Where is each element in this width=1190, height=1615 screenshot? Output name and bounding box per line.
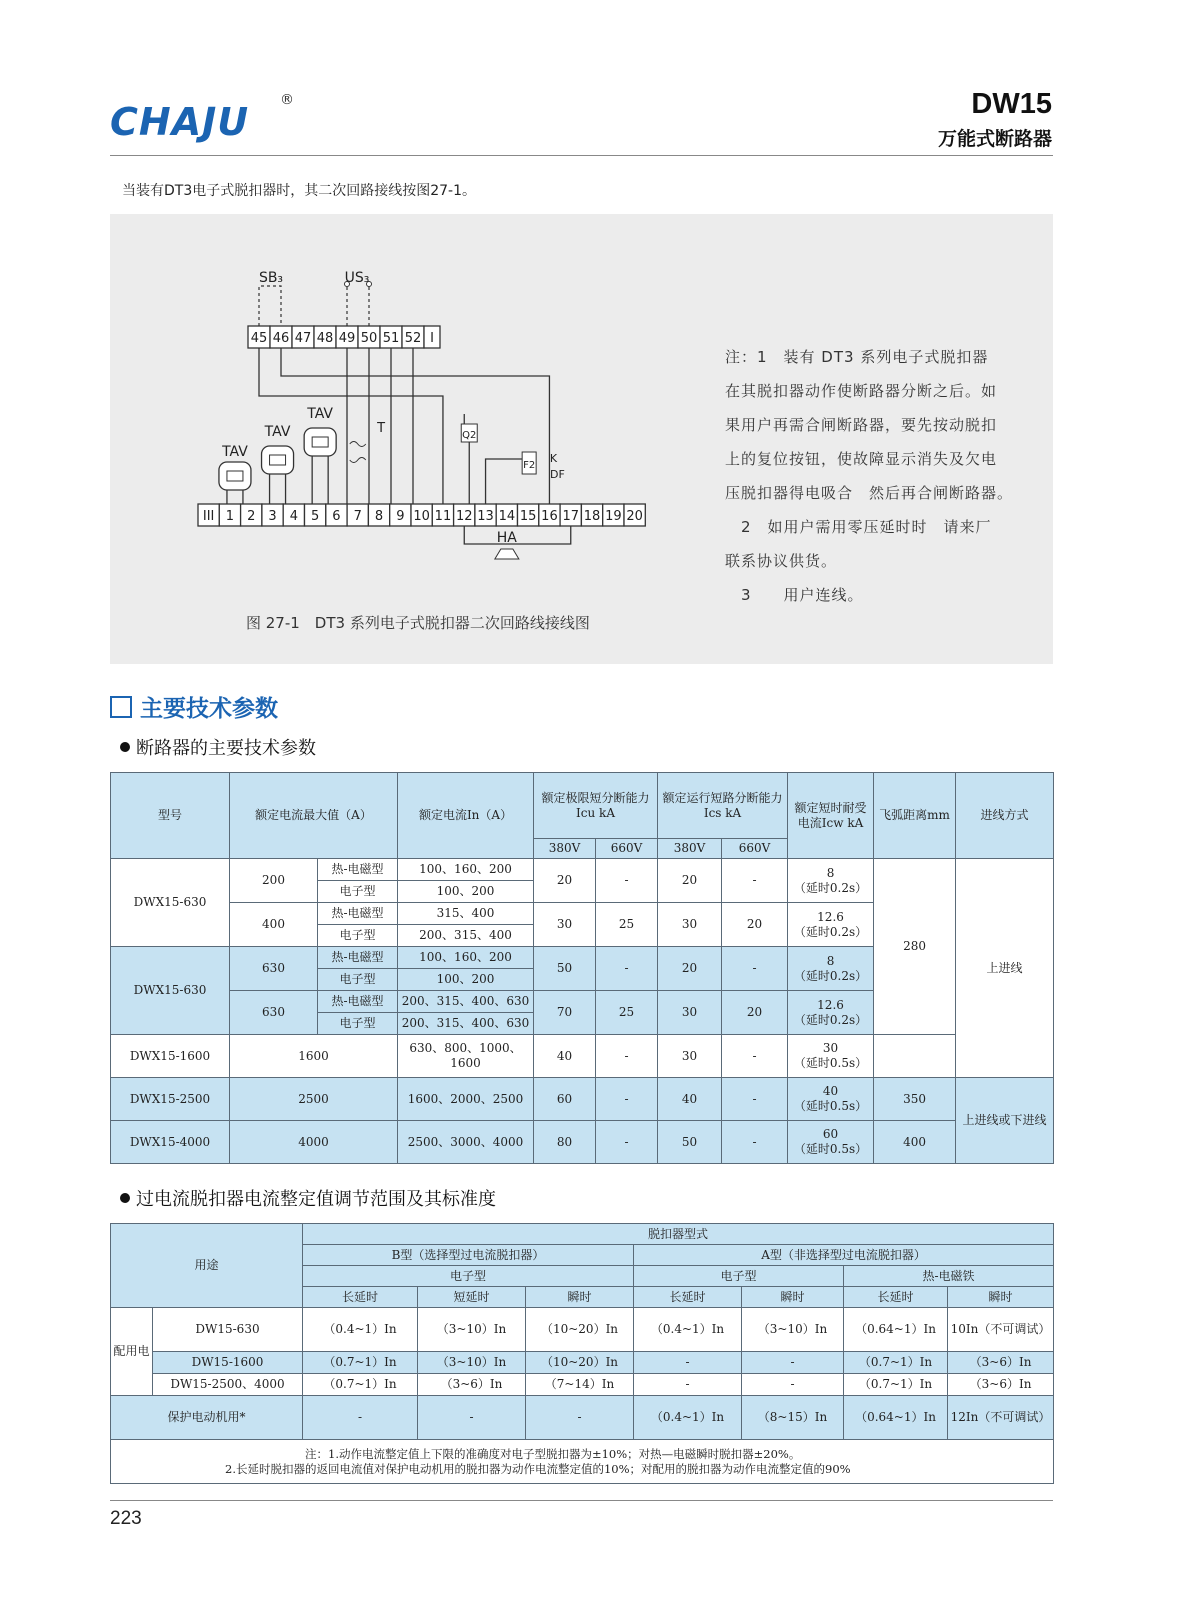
table-cell-model: DWX15-1600 [111, 1035, 230, 1078]
terminal-label: 7 [353, 509, 362, 524]
terminal-label: 10 [413, 509, 430, 524]
logo-text: CHAJU [110, 100, 250, 144]
table-cell: （10~20）In [526, 1352, 634, 1374]
hdr-long-delay: 长延时 [634, 1287, 742, 1308]
icw-delay: （延时0.5s） [793, 1142, 868, 1156]
table-cell-icu660: - [596, 947, 658, 991]
user-wire [259, 286, 281, 326]
terminal-label: 49 [338, 331, 356, 346]
wire [464, 526, 571, 544]
table-cell-model: DWX15-630 [111, 947, 230, 1035]
terminal-label: 6 [332, 509, 341, 524]
table-cell-in: 100、160、200 [398, 947, 534, 969]
table-cell-icw [788, 1078, 874, 1121]
table-cell: - [303, 1396, 418, 1440]
hdr-a-electronic: 电子型 [634, 1266, 844, 1287]
intro-text: 当装有DT3电子式脱扣器时，其二次回路接线按图27-1。 [122, 183, 477, 199]
table-cell-in: 200、315、400、630 [398, 1013, 534, 1035]
row-group-distribution: 配用电 [111, 1308, 153, 1396]
diagram-note-line: 3 用户连线。 [725, 586, 864, 604]
logo-registered-mark: ® [280, 92, 294, 108]
table-cell: （0.4~1）In [634, 1308, 742, 1352]
table-cell: - [742, 1352, 844, 1374]
icw-delay: （延时0.5s） [793, 1056, 868, 1070]
model-title: DW15 [971, 88, 1052, 120]
terminal-label: 8 [374, 509, 384, 524]
table-cell-type: 热-电磁型 [318, 947, 398, 969]
diagram-note-line: 在其脱扣器动作使断路器分断之后。如 [725, 382, 998, 400]
table1-title [120, 734, 316, 760]
hdr-a-thermal: 热-电磁铁 [844, 1266, 1054, 1287]
table-cell: （0.7~1）In [844, 1374, 948, 1396]
table-cell-icw [788, 947, 874, 991]
table-cell: （10~20）In [526, 1308, 634, 1352]
table-cell-model: DWX15-4000 [111, 1121, 230, 1164]
section-title-text: 主要技术参数 [140, 696, 278, 722]
table-cell-icw [788, 1035, 874, 1078]
label-k: K [549, 452, 558, 465]
hdr-ics-380: 380V [658, 839, 722, 859]
terminal-label: 18 [583, 509, 601, 524]
terminal-label: 11 [434, 509, 452, 524]
table-cell: - [742, 1374, 844, 1396]
terminal-label: I [430, 331, 434, 346]
table-cell-icu380: 60 [534, 1078, 596, 1121]
label-tav: TAV [264, 424, 291, 440]
table-cell-in: 100、200 [398, 969, 534, 991]
trip-setting-table [110, 1223, 1054, 1484]
label-f2: F2 [523, 460, 536, 471]
table-cell-ics380: 40 [658, 1078, 722, 1121]
footer-divider [110, 1500, 1053, 1501]
table-cell-type: 热-电磁型 [318, 991, 398, 1013]
icw-value: 12.6 [817, 997, 844, 1012]
hdr-long-delay: 长延时 [303, 1287, 418, 1308]
table-cell-ics660: - [722, 1078, 788, 1121]
table-cell-in: 100、160、200 [398, 859, 534, 881]
icw-delay: （延时0.2s） [793, 1012, 868, 1027]
table-cell-icu380: 80 [534, 1121, 596, 1164]
table-cell: （0.7~1）In [303, 1374, 418, 1396]
table-cell: （3~10）In [418, 1308, 526, 1352]
terminal-label: 48 [316, 331, 334, 346]
table-cell-in: 2500、3000、4000 [398, 1121, 534, 1164]
table-cell: （0.7~1）In [303, 1352, 418, 1374]
table-cell-arc: 350 [874, 1078, 956, 1121]
hdr-arc: 飞弧距离mm [874, 773, 956, 859]
icw-value: 8 [826, 865, 835, 880]
label-q2: Q2 [462, 430, 477, 441]
table-cell-icu660: - [596, 1121, 658, 1164]
table-cell-icu380: 50 [534, 947, 596, 991]
table-cell-type: 电子型 [318, 925, 398, 947]
table-cell: （3~6）In [948, 1352, 1054, 1374]
hdr-trip-type: 脱扣器型式 [303, 1224, 1054, 1245]
terminal-label: 17 [562, 509, 580, 524]
hdr-icu-660: 660V [596, 839, 658, 859]
table-cell: （3~10）In [742, 1308, 844, 1352]
table-cell-max: 1600 [230, 1035, 398, 1078]
tav-core [227, 471, 243, 481]
label-ha: HA [496, 530, 517, 546]
table-cell: （0.64~1）In [844, 1308, 948, 1352]
table-cell-max: 630 [230, 991, 318, 1035]
terminal-label: 4 [289, 509, 298, 524]
terminal-label: 16 [541, 509, 558, 524]
hdr-b-type: B型（选择型过电流脱扣器） [303, 1245, 634, 1266]
icw-value: 40 [822, 1084, 839, 1098]
table-cell: （0.7~1）In [844, 1352, 948, 1374]
table-cell-ics660: - [722, 1121, 788, 1164]
label-df: DF [550, 468, 565, 481]
terminal-label: 46 [272, 331, 290, 346]
table-cell-icu660: - [596, 1035, 658, 1078]
table-cell-icu380: 70 [534, 991, 596, 1035]
table-cell-max: 4000 [230, 1121, 398, 1164]
table-cell-model: DWX15-2500 [111, 1078, 230, 1121]
breaker-spec-table [110, 772, 1054, 1164]
brand-logo [110, 88, 310, 154]
terminal-label: 9 [396, 509, 405, 524]
terminal-label: 3 [268, 509, 277, 524]
hdr-long-delay: 长延时 [844, 1287, 948, 1308]
hdr-instant: 瞬时 [742, 1287, 844, 1308]
table-cell-model: DW15-1600 [153, 1352, 303, 1374]
hdr-instant: 瞬时 [526, 1287, 634, 1308]
table-cell: （0.64~1）In [844, 1396, 948, 1440]
hdr-icw: 额定短时耐受电流Icw kA [788, 773, 874, 859]
table-cell: 12In（不可调试） [948, 1396, 1054, 1440]
table1-title-text: 断路器的主要技术参数 [136, 738, 316, 759]
hdr-usage: 用途 [111, 1224, 303, 1308]
diagram-note-line: 压脱扣器得电吸合 然后再合闸断路器。 [725, 484, 1014, 502]
tav-core [312, 437, 328, 447]
product-title: 万能式断路器 [937, 128, 1052, 150]
table-cell: - [418, 1396, 526, 1440]
table-cell-ics660: 20 [722, 991, 788, 1035]
table-cell-icu660: 25 [596, 991, 658, 1035]
hdr-a-type: A型（非选择型过电流脱扣器） [634, 1245, 1054, 1266]
terminal-label: III [202, 509, 215, 524]
icw-delay: （延时0.5s） [793, 1099, 868, 1113]
table-cell: （0.4~1）In [303, 1308, 418, 1352]
hdr-max-current: 额定电流最大值（A） [230, 773, 398, 859]
table-cell-ics380: 30 [658, 1035, 722, 1078]
diagram-note-line: 2 如用户需用零压延时时 请来厂 [725, 518, 992, 536]
table-cell-max: 200 [230, 859, 318, 903]
table-cell: （0.4~1）In [634, 1396, 742, 1440]
terminal-label: 19 [605, 509, 622, 524]
table-cell-ics380: 20 [658, 859, 722, 903]
diagram-caption: 图 27-1 DT3 系列电子式脱扣器二次回路线接线图 [246, 614, 590, 632]
table-cell-ics380: 30 [658, 991, 722, 1035]
table-cell-in: 630、800、1000、1600 [398, 1035, 534, 1078]
table-cell: - [634, 1352, 742, 1374]
table-cell-ics380: 30 [658, 903, 722, 947]
wire [281, 348, 549, 504]
hdr-ics: 额定运行短路分断能力Ics kA [658, 773, 788, 839]
table-cell-model: DW15-2500、4000 [153, 1374, 303, 1396]
icw-delay: （延时0.2s） [793, 968, 868, 983]
terminal-label: 51 [382, 331, 400, 346]
table-cell-type: 电子型 [318, 1013, 398, 1035]
label-us3: US₃ [344, 270, 370, 286]
hdr-short-delay: 短延时 [418, 1287, 526, 1308]
table-cell: （3~6）In [418, 1374, 526, 1396]
table-cell-in: 200、315、400、630 [398, 991, 534, 1013]
page-number: 223 [110, 1508, 142, 1529]
diagram-note-line: 注：1 装有 DT3 系列电子式脱扣器 [725, 348, 989, 366]
label-t: T [377, 421, 386, 436]
table-cell-in: 200、315、400 [398, 925, 534, 947]
table-cell-type: 电子型 [318, 881, 398, 903]
table-cell-icw [788, 859, 874, 903]
hdr-model: 型号 [111, 773, 230, 859]
table-notes [111, 1440, 1054, 1484]
diagram-note-line: 联系协议供货。 [725, 552, 838, 570]
table-cell-icw [788, 903, 874, 947]
terminal-label: 52 [404, 331, 422, 346]
terminal-label: 45 [250, 331, 268, 346]
table-cell-model: DWX15-630 [111, 859, 230, 947]
table-cell-icu660: - [596, 1078, 658, 1121]
icw-value: 12.6 [817, 909, 844, 924]
t-transformer [350, 442, 366, 463]
hdr-rated-current: 额定电流In（A） [398, 773, 534, 859]
icw-value: 8 [826, 953, 835, 968]
table-cell-icu380: 30 [534, 903, 596, 947]
table-cell: （8~15）In [742, 1396, 844, 1440]
table-cell-icu380: 20 [534, 859, 596, 903]
terminal-label: 50 [360, 331, 378, 346]
terminal-label: 1 [225, 509, 235, 524]
table-cell-wiring: 上进线或下进线 [956, 1078, 1054, 1164]
table-cell: （7~14）In [526, 1374, 634, 1396]
terminal-label: 14 [498, 509, 516, 524]
icw-delay: （延时0.2s） [793, 924, 868, 939]
table-note-1: 注：1.动作电流整定值上下限的准确度对电子型脱扣器为±10%；对热—电磁瞬时脱扣器±20%。 [305, 1447, 801, 1462]
table-cell-icu660: - [596, 859, 658, 903]
terminal-label: 13 [477, 509, 494, 524]
table-cell: （3~6）In [948, 1374, 1054, 1396]
label-sb3: SB₃ [258, 270, 284, 286]
terminal-label: 20 [626, 509, 643, 524]
ha-horn [495, 549, 519, 559]
table-cell-icw [788, 991, 874, 1035]
terminal-label: 12 [455, 509, 473, 524]
table-cell: - [526, 1396, 634, 1440]
icw-delay: （延时0.2s） [793, 880, 868, 895]
table-cell: （3~10）In [418, 1352, 526, 1374]
table-cell-arc: 400 [874, 1121, 956, 1164]
label-tav: TAV [222, 444, 248, 460]
table-cell-ics380: 20 [658, 947, 722, 991]
table2-title-text: 过电流脱扣器电流整定值调节范围及其标准度 [136, 1189, 496, 1210]
table-cell-type: 电子型 [318, 969, 398, 991]
hdr-wiring: 进线方式 [956, 773, 1054, 859]
table-cell-model: 保护电动机用* [111, 1396, 303, 1440]
table-cell-ics660: - [722, 859, 788, 903]
hdr-icu: 额定极限短分断能力Icu kA [534, 773, 658, 839]
table-cell-max: 630 [230, 947, 318, 991]
hdr-ics-660: 660V [722, 839, 788, 859]
diagram-note-line: 果用户再需合闸断路器，要先按动脱扣 [725, 416, 998, 434]
table2-title [120, 1185, 496, 1211]
hdr-icu-380: 380V [534, 839, 596, 859]
wiring-diagram-panel [110, 214, 1053, 664]
diagram-note-line: 上的复位按钮，使故障显示消失及欠电 [725, 450, 998, 468]
icw-value: 60 [822, 1127, 839, 1141]
table-cell-ics660: - [722, 947, 788, 991]
hdr-b-electronic: 电子型 [303, 1266, 634, 1287]
table-cell-max: 400 [230, 903, 318, 947]
table-note-2: 2.长延时脱扣器的返回电流值对保护电动机用的脱扣器为动作电流整定值的10%；对配用的脱扣器为动作电流整定值的90% [225, 1461, 851, 1476]
terminal-label: 47 [294, 331, 312, 346]
table-cell-in: 315、400 [398, 903, 534, 925]
table-cell-ics660: 20 [722, 903, 788, 947]
table-cell-ics380: 50 [658, 1121, 722, 1164]
tav-core [270, 455, 286, 465]
terminal-label: 15 [519, 509, 537, 524]
table-cell-in: 1600、2000、2500 [398, 1078, 534, 1121]
bullet-icon [120, 1193, 130, 1203]
table-cell-icu380: 40 [534, 1035, 596, 1078]
table-cell: 10In（不可调试） [948, 1308, 1054, 1352]
table-cell-icw [788, 1121, 874, 1164]
bullet-icon [120, 742, 130, 752]
table-cell-arc: 280 [874, 859, 956, 1035]
terminal-label: 5 [311, 509, 320, 524]
table-cell-icu660: 25 [596, 903, 658, 947]
table-cell-wiring: 上进线 [956, 859, 1054, 1078]
table-cell-type: 热-电磁型 [318, 859, 398, 881]
table-cell-max: 2500 [230, 1078, 398, 1121]
hdr-instant: 瞬时 [948, 1287, 1054, 1308]
wiring-diagram [110, 214, 1053, 664]
section-square-icon [110, 696, 132, 718]
label-tav: TAV [307, 406, 334, 422]
table-cell-model: DW15-630 [153, 1308, 303, 1352]
header-divider [110, 155, 1053, 156]
terminal-label: 2 [247, 509, 256, 524]
icw-value: 30 [822, 1041, 839, 1055]
table-cell-ics660: - [722, 1035, 788, 1078]
table-cell-type: 热-电磁型 [318, 903, 398, 925]
table-cell: - [634, 1374, 742, 1396]
table-cell-in: 100、200 [398, 881, 534, 903]
section-title [110, 690, 278, 723]
